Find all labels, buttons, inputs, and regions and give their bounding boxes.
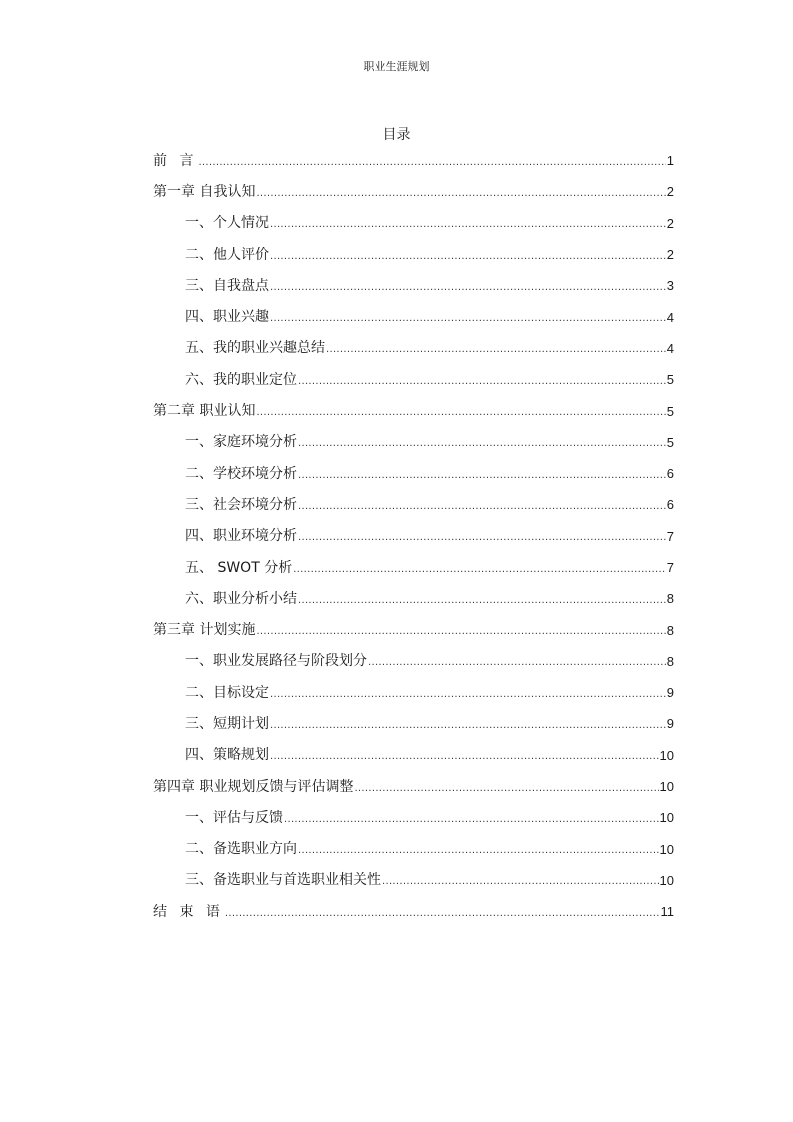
- toc-entry-section[interactable]: [153, 208, 674, 239]
- toc-entry-label: 第一章 自我认知: [153, 183, 256, 200]
- toc-entry-section[interactable]: [153, 677, 674, 708]
- toc-entry-section[interactable]: [153, 489, 674, 520]
- toc-entry-page: 4: [666, 309, 674, 325]
- toc-entry-label: 第三章 计划实施: [153, 622, 256, 639]
- toc-entry-chapter-2[interactable]: [153, 395, 674, 426]
- dot-leader: [298, 529, 666, 543]
- toc-entry-page: 6: [666, 466, 674, 482]
- toc-entry-chapter-1[interactable]: [153, 176, 674, 207]
- toc-entry-section[interactable]: [153, 333, 674, 364]
- toc-entry-label: 四、策略规划: [185, 747, 269, 764]
- toc-entry-label: 第四章 职业规划反馈与评估调整: [153, 778, 354, 795]
- toc-entry-section[interactable]: [153, 646, 674, 677]
- dot-leader: [298, 467, 666, 481]
- toc-entry-label: 一、评估与反馈: [185, 809, 283, 826]
- dot-leader: [326, 341, 666, 355]
- toc-entry-page: 5: [666, 434, 674, 450]
- dot-leader: [270, 279, 666, 293]
- toc-entry-page: 5: [666, 372, 674, 388]
- toc-entry-page: 10: [659, 810, 674, 826]
- toc-entry-section[interactable]: [153, 834, 674, 865]
- toc-entry-page: 8: [666, 622, 674, 638]
- toc-entry-page: 9: [666, 685, 674, 701]
- toc-entry-label: 一、家庭环境分析: [185, 434, 297, 451]
- dot-leader: [298, 842, 659, 856]
- dot-leader: [225, 905, 660, 919]
- toc-entry-label: 五、我的职业兴趣总结: [185, 340, 325, 357]
- toc-entry-page: 10: [659, 872, 674, 888]
- toc-entry-section[interactable]: [153, 521, 674, 552]
- dot-leader: [298, 435, 666, 449]
- toc-entry-page: 9: [666, 716, 674, 732]
- toc-entry-label: 三、社会环境分析: [185, 496, 297, 513]
- toc-entry-label: 二、学校环境分析: [185, 465, 297, 482]
- table-of-contents: [153, 145, 674, 927]
- dot-leader: [256, 623, 665, 637]
- toc-entry-preface[interactable]: [153, 145, 674, 176]
- toc-entry-page: 2: [666, 247, 674, 263]
- toc-entry-label: 四、职业兴趣: [185, 309, 269, 326]
- page-header: 职业生涯规划: [363, 60, 430, 73]
- toc-entry-page: 8: [666, 653, 674, 669]
- dot-leader: [368, 654, 666, 668]
- toc-entry-label: 四、职业环境分析: [185, 528, 297, 545]
- toc-entry-section[interactable]: [153, 802, 674, 833]
- dot-leader: [293, 561, 666, 575]
- toc-entry-label: 二、备选职业方向: [185, 841, 297, 858]
- toc-entry-chapter-4[interactable]: [153, 771, 674, 802]
- dot-leader: [354, 780, 658, 794]
- toc-entry-section[interactable]: [153, 552, 674, 583]
- toc-entry-label: 六、职业分析小结: [185, 590, 297, 607]
- dot-leader: [298, 498, 666, 512]
- dot-leader: [270, 686, 666, 700]
- toc-entry-section[interactable]: [153, 301, 674, 332]
- toc-entry-label: 二、他人评价: [185, 246, 269, 263]
- toc-entry-page: 10: [659, 841, 674, 857]
- toc-entry-page: 10: [659, 779, 674, 795]
- dot-leader: [198, 154, 665, 168]
- dot-leader: [256, 185, 665, 199]
- dot-leader: [270, 748, 659, 762]
- toc-entry-page: 2: [666, 215, 674, 231]
- toc-entry-label: 一、职业发展路径与阶段划分: [185, 653, 367, 670]
- toc-entry-section[interactable]: [153, 865, 674, 896]
- dot-leader: [298, 592, 666, 606]
- toc-entry-section[interactable]: [153, 270, 674, 301]
- toc-entry-page: 7: [666, 560, 674, 575]
- toc-entry-label: 二、目标设定: [185, 684, 269, 701]
- dot-leader: [298, 373, 666, 387]
- toc-entry-page: 6: [666, 497, 674, 513]
- dot-leader: [270, 248, 666, 262]
- toc-entry-conclusion[interactable]: [153, 896, 674, 927]
- toc-entry-page: 5: [666, 403, 674, 419]
- toc-entry-page: 4: [666, 340, 674, 356]
- toc-entry-section[interactable]: [153, 708, 674, 739]
- toc-entry-page: 8: [666, 591, 674, 607]
- toc-entry-page: 3: [666, 278, 674, 294]
- dot-leader: [270, 310, 666, 324]
- toc-entry-label: 一、个人情况: [185, 215, 269, 232]
- toc-entry-label: 三、短期计划: [185, 715, 269, 732]
- toc-entry-section[interactable]: [153, 239, 674, 270]
- dot-leader: [270, 216, 666, 230]
- toc-entry-label: 五、 SWOT 分析: [185, 559, 293, 576]
- toc-entry-page: 11: [660, 904, 674, 920]
- toc-entry-section[interactable]: [153, 427, 674, 458]
- toc-entry-page: 2: [666, 184, 674, 200]
- toc-entry-section[interactable]: [153, 740, 674, 771]
- toc-entry-section[interactable]: [153, 364, 674, 395]
- dot-leader: [284, 811, 659, 825]
- toc-entry-page: 10: [659, 747, 674, 763]
- toc-entry-section[interactable]: [153, 458, 674, 489]
- toc-entry-label: 结 束 语: [153, 903, 224, 920]
- dot-leader: [256, 404, 665, 418]
- toc-entry-section[interactable]: [153, 583, 674, 614]
- toc-title: 目录: [382, 127, 411, 143]
- toc-entry-label: 第二章 职业认知: [153, 403, 256, 420]
- toc-entry-label: 三、自我盘点: [185, 277, 269, 294]
- toc-entry-label: 六、我的职业定位: [185, 371, 297, 388]
- toc-entry-label: 前 言: [153, 152, 198, 169]
- toc-entry-label: 三、备选职业与首选职业相关性: [185, 872, 381, 889]
- dot-leader: [382, 873, 659, 887]
- toc-entry-chapter-3[interactable]: [153, 614, 674, 645]
- toc-entry-page: 7: [666, 528, 674, 544]
- toc-entry-page: 1: [666, 153, 674, 169]
- dot-leader: [270, 717, 666, 731]
